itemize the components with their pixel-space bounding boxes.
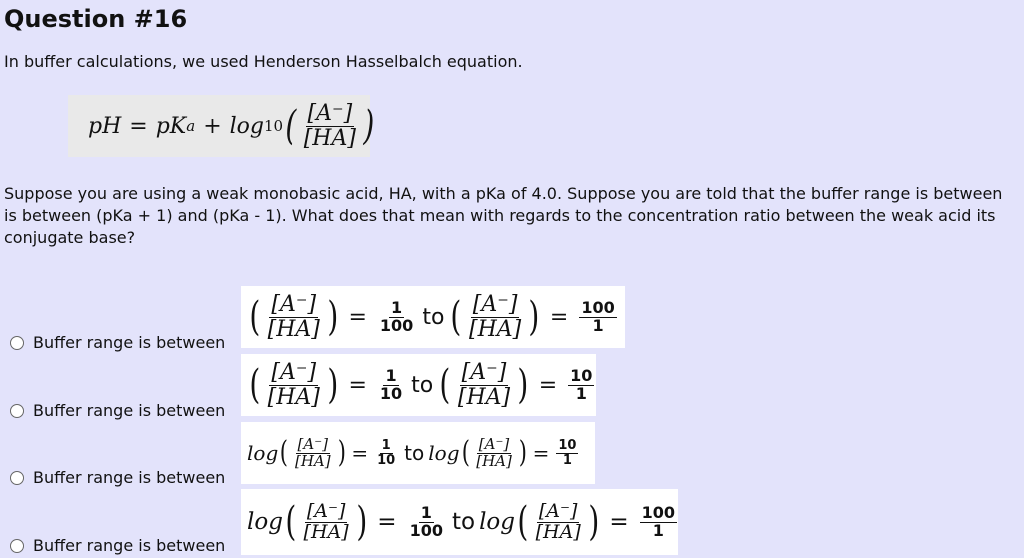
ratio-num: [A⁻] xyxy=(472,292,518,318)
equals-sign: = xyxy=(532,441,550,465)
equals-sign: = xyxy=(377,509,397,535)
eq-log-sub: 10 xyxy=(264,117,284,135)
radio-button[interactable] xyxy=(10,336,24,350)
ratio-den: [HA] xyxy=(535,520,581,543)
low-num: 1 xyxy=(391,297,403,317)
high-num: 10 xyxy=(570,365,593,385)
eq-numerator: [A⁻] xyxy=(307,101,353,127)
paren-icon: ) xyxy=(337,435,346,470)
low-num: 1 xyxy=(385,365,397,385)
paren-icon: ) xyxy=(327,294,339,340)
log-text: log xyxy=(428,441,460,465)
option-label: Buffer range is between xyxy=(33,468,226,487)
high-den: 1 xyxy=(575,383,587,403)
paren-icon: ) xyxy=(517,362,529,408)
high-den: 1 xyxy=(652,520,664,540)
question-text: Suppose you are using a weak monobasic acid, HA, with a pKa of 4.0. Suppose you are told that the buffer range is between is between (pKa + 1) and (pKa - 1). What does that mean with regards to the concentration ratio between the weak acid its conjugate base? xyxy=(4,184,1003,247)
question-intro: In buffer calculations, we used Henderson Hasselbalch equation. xyxy=(4,52,523,71)
eq-paren-close: ) xyxy=(363,103,375,149)
ratio-num: [A⁻] xyxy=(297,434,329,453)
to-text: to xyxy=(404,441,425,465)
equals-sign: = xyxy=(609,509,629,535)
radio-button[interactable] xyxy=(10,471,24,485)
to-text: to xyxy=(422,304,445,330)
henderson-hasselbalch-equation xyxy=(68,95,375,157)
ratio-den: [HA] xyxy=(469,316,522,342)
paren-icon: ( xyxy=(280,435,289,470)
ratio-num: [A⁻] xyxy=(271,360,317,386)
paren-icon: ( xyxy=(285,499,297,545)
ratio-num: [A⁻] xyxy=(538,499,578,522)
eq-denominator: [HA] xyxy=(303,125,356,151)
log-text: log xyxy=(479,509,515,535)
log-text: log xyxy=(247,441,279,465)
low-num: 1 xyxy=(420,502,432,522)
option-label: Buffer range is between xyxy=(33,333,226,352)
paren-icon: ) xyxy=(518,435,527,470)
paren-icon: ( xyxy=(249,294,261,340)
option-3-math xyxy=(241,422,595,484)
ratio-num: [A⁻] xyxy=(306,499,346,522)
eq-plus: + xyxy=(203,113,222,139)
eq-fraction xyxy=(302,102,358,149)
equals-sign: = xyxy=(348,372,367,398)
eq-ph: pH xyxy=(88,113,122,139)
high-num: 100 xyxy=(641,502,676,522)
option-3[interactable] xyxy=(10,468,225,487)
ratio-num: [A⁻] xyxy=(478,434,510,453)
equals-sign: = xyxy=(538,372,558,398)
ratio-den: [HA] xyxy=(303,520,349,543)
ratio-den: [HA] xyxy=(267,316,320,342)
paren-icon: ( xyxy=(517,499,529,545)
eq-pk-sub: a xyxy=(186,117,196,135)
radio-button[interactable] xyxy=(10,404,24,418)
paren-icon: ( xyxy=(461,435,470,470)
high-den: 1 xyxy=(592,315,604,335)
ratio-den: [HA] xyxy=(476,451,512,470)
option-1-math xyxy=(241,286,625,348)
option-4[interactable] xyxy=(10,536,225,555)
paren-icon: ( xyxy=(450,294,462,340)
eq-equals: = xyxy=(129,113,148,139)
option-1[interactable] xyxy=(10,333,225,352)
low-den: 100 xyxy=(379,315,414,335)
ratio-den: [HA] xyxy=(267,384,320,410)
to-text: to xyxy=(451,509,476,535)
option-4-math xyxy=(241,489,678,555)
ratio-num: [A⁻] xyxy=(271,292,317,318)
high-num: 100 xyxy=(581,297,615,317)
eq-paren-open: ( xyxy=(285,103,297,149)
paren-icon: ) xyxy=(588,499,600,545)
to-text: to xyxy=(411,372,434,398)
equals-sign: = xyxy=(351,441,369,465)
low-den: 10 xyxy=(377,452,396,468)
ratio-num: [A⁻] xyxy=(461,360,507,386)
equals-sign: = xyxy=(549,304,569,330)
option-2-math xyxy=(241,354,596,416)
eq-log: log xyxy=(229,113,265,139)
log-text: log xyxy=(247,509,283,535)
high-den: 1 xyxy=(562,452,572,468)
paren-icon: ) xyxy=(528,294,540,340)
low-den: 100 xyxy=(409,520,443,540)
equals-sign: = xyxy=(348,304,367,330)
ratio-den: [HA] xyxy=(457,384,511,410)
high-num: 10 xyxy=(558,437,577,453)
paren-icon: ) xyxy=(356,499,367,545)
paren-icon: ( xyxy=(249,362,261,408)
paren-icon: ( xyxy=(439,362,451,408)
option-label: Buffer range is between xyxy=(33,401,226,420)
paren-icon: ) xyxy=(327,362,339,408)
radio-button[interactable] xyxy=(10,539,24,553)
question-title: Question #16 xyxy=(4,5,188,33)
option-label: Buffer range is between xyxy=(33,536,226,555)
low-den: 10 xyxy=(379,383,403,403)
option-2[interactable] xyxy=(10,401,225,420)
low-num: 1 xyxy=(381,437,391,453)
ratio-den: [HA] xyxy=(294,451,331,470)
eq-pk: pK xyxy=(155,113,187,139)
